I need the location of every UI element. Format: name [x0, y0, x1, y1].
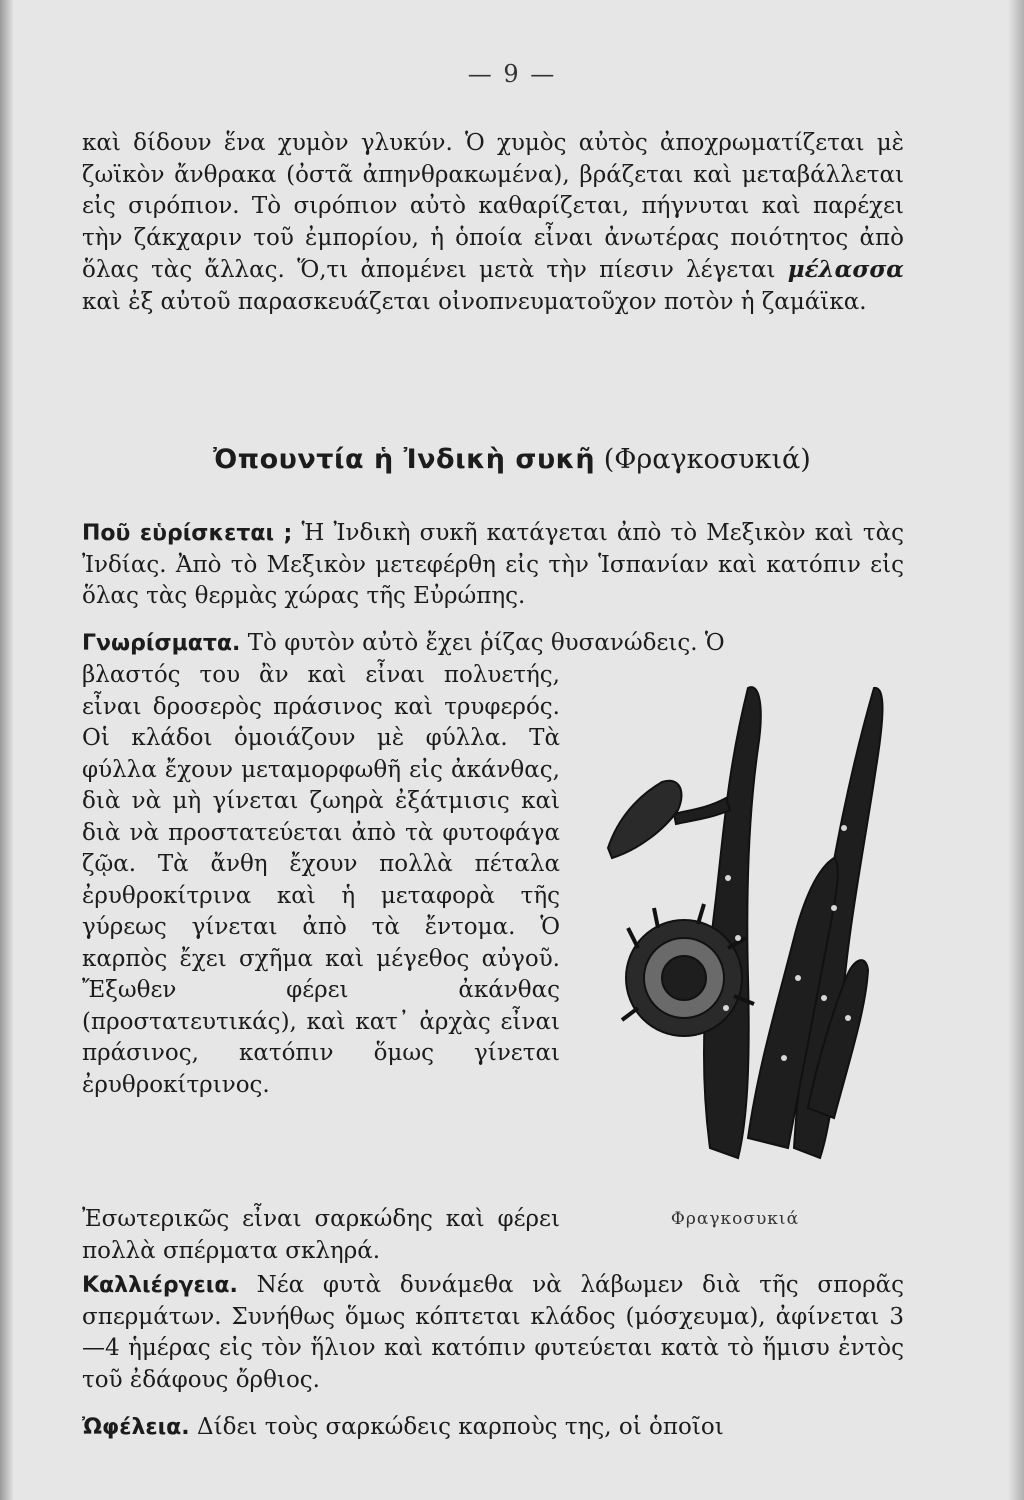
- where-text: Ἡ Ἰνδικὴ συκῆ κατάγεται ἀπὸ τὸ Μεξικὸν καὶ τὰς Ἰνδίας. Ἀπὸ τὸ Μεξικὸν μετεφέρθη εἰς τὴν Ἱσπανίαν καὶ κατόπιν εἰς ὅλας τὰς θερμὰς χώρας τῆς Εὐρώπης.: [82, 520, 904, 609]
- signs-lead: Γνωρίσματα.: [82, 631, 241, 656]
- cultivation-paragraph: [82, 1270, 904, 1396]
- figure-caption: Φραγκοσυκιά: [670, 1209, 800, 1229]
- intro-text: καὶ δίδουν ἕνα χυμὸν γλυκύν. Ὁ χυμὸς αὐτὸς ἀποχρωματίζεται μὲ ζωϊκὸν ἄνθρακα (ὀστᾶ ἀπηνθρακωμένα), βράζεται καὶ μεταβάλλεται εἰς σιρόπιον. Τὸ σιρόπιον αὐτὸ καθαρίζεται, πήγνυται καὶ παρέχει τὴν ζάκχαριν τοῦ ἐμπορίου, ἡ ὁποία εἶναι ἀνωτέρας ποιότητος ἀπὸ ὅλας τὰς ἄλλας. Ὅ,τι ἀπομένει μετὰ τὴν πίεσιν λέγεται: [82, 130, 904, 283]
- signs-first-text: Τὸ φυτὸν αὐτὸ ἔχει ῥίζας θυσανώδεις. Ὁ: [247, 630, 725, 656]
- page-edge-shadow: [0, 0, 14, 1500]
- signs-paragraph: βλαστός του ἂν καὶ εἶναι πολυετής, εἶναι δροσερὸς πράσινος καὶ τρυφερός. Οἱ κλάδοι ὁμοιάζουν μὲ φύλλα. Τὰ φύλλα ἔχουν μεταμορφωθῆ εἰς ἀκάνθας, διὰ νὰ μὴ γίνεται ζωηρὰ ἐξάτμισις καὶ διὰ νὰ προστατεύεται ἀπὸ τὰ φυτοφάγα ζῷα. Τὰ ἄνθη ἔχουν πολλὰ πέταλα ἐρυθροκίτρινα καὶ ἡ μεταφορὰ τῆς γύρεως γίνεται ἀπὸ τὰ ἔντομα. Ὁ καρπὸς ἔχει σχῆμα καὶ μέγεθος αὐγοῦ. Ἔξωθεν φέρει ἀκάνθας (προστατευτικάς), καὶ κατ᾿ ἀρχὰς εἶναι πράσινος, κατόπιν ὅμως γίνεται ἐρυθροκίτρινος.: [82, 662, 560, 1098]
- signs-first-line: [82, 628, 904, 660]
- cactus-pad: [704, 687, 761, 1158]
- usefulness-paragraph: [82, 1412, 904, 1444]
- intro-text-end: καὶ ἐξ αὐτοῦ παρασκευάζεται οἰνοπνευματοῦχον ποτὸν ἡ ζαμάϊκα.: [82, 288, 867, 315]
- heading-common-name: (Φραγκοσυκιά): [603, 444, 811, 475]
- cultivation-lead: Καλλιέργεια.: [82, 1273, 238, 1298]
- inside-paragraph: Ἐσωτερικῶς εἶναι σαρκώδης καὶ φέρει πολλὰ σπέρματα σκληρά.: [82, 1206, 560, 1264]
- page-edge-shadow-right: [1008, 0, 1024, 1500]
- usefulness-lead: Ὠφέλεια.: [82, 1415, 190, 1440]
- page-number: — 9 —: [467, 60, 557, 88]
- term-melassa: μέλασσα: [787, 256, 904, 283]
- where-lead: Ποῦ εὑρίσκεται ;: [82, 521, 293, 546]
- heading-title: Ὀπουντία ἡ Ἰνδικὴ συκῆ: [213, 444, 596, 475]
- flower-bud: [608, 781, 681, 858]
- prickly-pear-illustration: [598, 678, 908, 1168]
- cultivation-text: Νέα φυτὰ δυνάμεθα νὰ λάβωμεν διὰ τῆς σπορᾶς σπερμάτων. Συνήθως ὅμως κόπτεται κλάδος (μόσχευμα), ἀφίνεται 3—4 ἡμέρας εἰς τὸν ἥλιον καὶ κατόπιν φυτεύεται κατὰ τὸ ἥμισυ ἐντὸς τοῦ ἐδάφους ὄρθιος.: [82, 1272, 904, 1393]
- where-paragraph: [82, 518, 904, 613]
- cactus-branch: [674, 798, 730, 824]
- usefulness-text: Δίδει τοὺς σαρκώδεις καρποὺς της, οἱ ὁποῖοι: [196, 1414, 724, 1440]
- intro-paragraph: [82, 128, 904, 318]
- section-heading: [0, 440, 1024, 480]
